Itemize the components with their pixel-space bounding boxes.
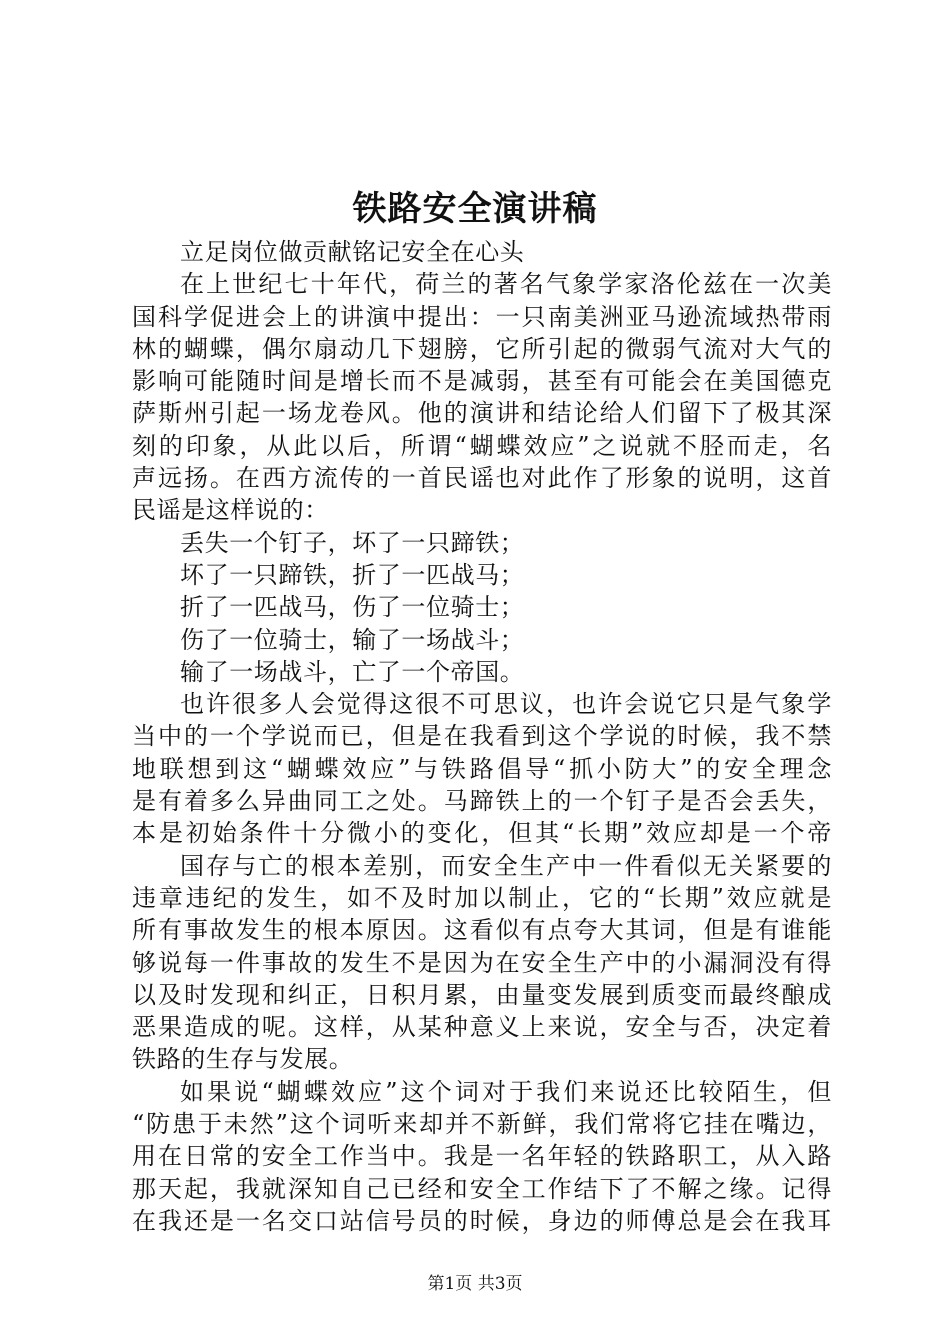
document-title: 铁路安全演讲稿 — [352, 189, 598, 229]
text-line: 铁路的生存与发展。 — [132, 1045, 354, 1074]
text-line: 刻的印象，从此以后，所谓“蝴蝶效应”之说就不胫而走，名 — [132, 431, 832, 460]
text-line: 那天起，我就深知自己已经和安全工作结下了不解之缘。记得 — [132, 1174, 832, 1203]
text-line: 是有着多么异曲同工之处。马蹄铁上的一个钉子是否会丢失， — [132, 787, 832, 816]
text-line: 在我还是一名交口站信号员的时候，身边的师傅总是会在我耳 — [132, 1206, 832, 1235]
text-line: 影响可能随时间是增长而不是减弱，甚至有可能会在美国德克 — [132, 367, 832, 396]
page-footer: 第1页 共3页 — [427, 1274, 523, 1294]
text-line: 萨斯州引起一场龙卷风。他的演讲和结论给人们留下了极其深 — [132, 399, 832, 428]
document-body — [132, 236, 832, 1237]
text-line: 用在日常的安全工作当中。我是一名年轻的铁路职工，从入路 — [132, 1142, 832, 1171]
text-line: 以及时发现和纠正，日积月累，由量变发展到质变而最终酿成 — [132, 980, 832, 1009]
verse-line: 折了一匹战马，伤了一位骑士； — [180, 593, 525, 622]
text-line: 当中的一个学说而已，但是在我看到这个学说的时候，我不禁 — [132, 722, 832, 751]
text-line: 本是初始条件十分微小的变化，但其“长期”效应却是一个帝 — [132, 819, 832, 848]
text-line: 恶果造成的呢。这样，从某种意义上来说，安全与否，决定着 — [132, 1013, 832, 1042]
subtitle-line: 立足岗位做贡献铭记安全在心头 — [180, 238, 525, 266]
text-line: “防患于未然”这个词听来却并不新鲜，我们常将它挂在嘴边， — [132, 1110, 832, 1139]
text-line: 林的蝴蝶，偶尔扇动几下翅膀，它所引起的微弱气流对大气的 — [132, 334, 832, 363]
verse-line: 输了一场战斗，亡了一个帝国。 — [180, 657, 525, 686]
text-line: 国存与亡的根本差别，而安全生产中一件看似无关紧要的 — [180, 851, 832, 880]
text-line: 违章违纪的发生，如不及时加以制止，它的“长期”效应就是 — [132, 883, 832, 912]
verse-line: 伤了一位骑士，输了一场战斗； — [180, 625, 525, 654]
text-line: 声远扬。在西方流传的一首民谣也对此作了形象的说明，这首 — [132, 464, 832, 493]
text-line: 如果说“蝴蝶效应”这个词对于我们来说还比较陌生，但 — [180, 1077, 832, 1106]
text-line: 民谣是这样说的： — [132, 496, 329, 525]
text-line: 在上世纪七十年代，荷兰的著名气象学家洛伦兹在一次美 — [180, 270, 832, 299]
text-line: 国科学促进会上的讲演中提出：一只南美洲亚马逊流域热带雨 — [132, 302, 832, 331]
verse-line: 丢失一个钉子，坏了一只蹄铁； — [180, 528, 525, 557]
text-line: 够说每一件事故的发生不是因为在安全生产中的小漏洞没有得 — [132, 948, 832, 977]
text-line: 所有事故发生的根本原因。这看似有点夸大其词，但是有谁能 — [132, 916, 832, 945]
verse-line: 坏了一只蹄铁，折了一匹战马； — [180, 560, 525, 589]
text-line: 地联想到这“蝴蝶效应”与铁路倡导“抓小防大”的安全理念 — [132, 754, 832, 783]
text-line: 也许很多人会觉得这很不可思议，也许会说它只是气象学 — [180, 690, 832, 719]
